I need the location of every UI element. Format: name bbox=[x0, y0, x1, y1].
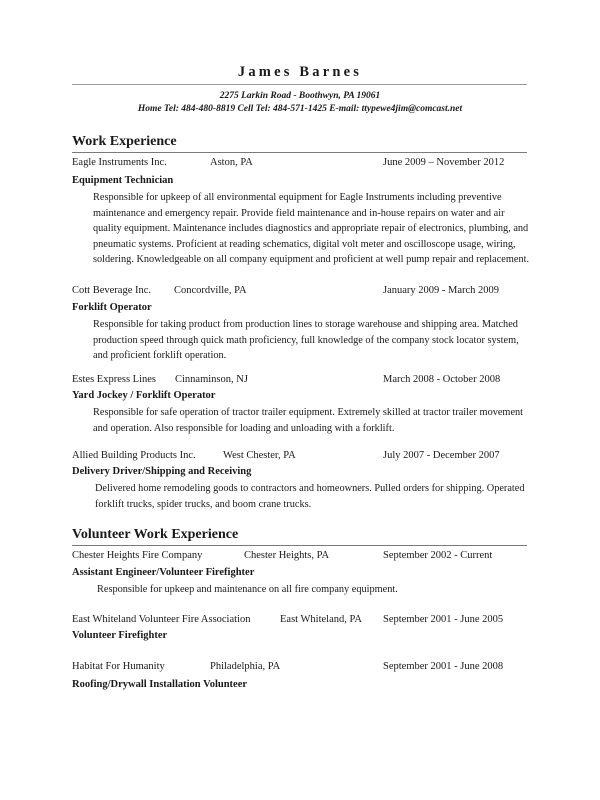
volunteer-description: Responsible for upkeep and maintenance on all fire company equipment. bbox=[97, 584, 398, 595]
job-title: Delivery Driver/Shipping and Receiving bbox=[72, 466, 252, 477]
volunteer-organization: Habitat For Humanity bbox=[72, 661, 165, 672]
job-header-line bbox=[72, 450, 532, 464]
job-location: Concordville, PA bbox=[174, 285, 247, 296]
job-description: Responsible for upkeep of all environmental equipment for Eagle Instruments including preventive maintenance and emergency repair. Provide field maintenance and in-house repairs on water and air quality equipment. Maintenance includes diagnostics and appropriate repair of electronics, plumbing, and pneumatic systems. Proficient at reading schematics, digital volt meter and oscilloscope usage, wiring, soldering. Knowledgeable on all company equipment and proficient at well pump repair and replacement. bbox=[93, 192, 530, 266]
volunteer-title: Volunteer Firefighter bbox=[72, 630, 168, 641]
job-location: Aston, PA bbox=[210, 157, 253, 168]
volunteer-header-line bbox=[72, 550, 532, 564]
job-title: Yard Jockey / Forklift Operator bbox=[72, 390, 216, 401]
work-section-divider bbox=[72, 152, 527, 153]
volunteer-dates: September 2002 - Current bbox=[383, 550, 493, 561]
job-dates: January 2009 - March 2009 bbox=[383, 285, 500, 296]
job-location: West Chester, PA bbox=[223, 450, 296, 461]
volunteer-location: Chester Heights, PA bbox=[244, 550, 330, 561]
job-location: Cinnaminson, NJ bbox=[175, 374, 248, 385]
address-line: 2275 Larkin Road - Boothwyn, PA 19061 bbox=[219, 91, 381, 101]
volunteer-location: Philadelphia, PA bbox=[210, 661, 281, 672]
volunteer-heading: Volunteer Work Experience bbox=[72, 527, 239, 542]
job-dates: June 2009 – November 2012 bbox=[383, 157, 505, 168]
volunteer-organization: East Whiteland Volunteer Fire Association bbox=[72, 614, 251, 625]
volunteer-header-line bbox=[72, 661, 532, 675]
job-header-line bbox=[72, 285, 532, 299]
volunteer-dates: September 2001 - June 2008 bbox=[383, 661, 504, 672]
volunteer-dates: September 2001 - June 2005 bbox=[383, 614, 504, 625]
job-dates: March 2008 - October 2008 bbox=[383, 374, 501, 385]
volunteer-organization: Chester Heights Fire Company bbox=[72, 550, 203, 561]
job-title: Forklift Operator bbox=[72, 302, 152, 313]
job-header-line bbox=[72, 374, 532, 388]
job-header-line bbox=[72, 157, 532, 171]
volunteer-section-divider bbox=[72, 545, 527, 546]
applicant-name: James Barnes bbox=[237, 64, 363, 80]
job-description: Responsible for taking product from production lines to storage warehouse and shipping area. Matched production speed through quick math proficiency, full knowledge of the company stock locator system, and proficient forklift operation. bbox=[93, 319, 519, 362]
volunteer-location: East Whiteland, PA bbox=[280, 614, 362, 625]
header-divider bbox=[72, 84, 527, 85]
job-dates: July 2007 - December 2007 bbox=[383, 450, 500, 461]
contact-line: Home Tel: 484-480-8819 Cell Tel: 484-571-1425 E-mail: ttypewe4jim@comcast.net bbox=[137, 104, 463, 114]
job-description: Delivered home remodeling goods to contractors and homeowners. Pulled orders for shipping. Operated forklift trucks, spider trucks, and boom crane trucks. bbox=[95, 483, 525, 510]
job-employer: Estes Express Lines bbox=[72, 374, 156, 385]
job-employer: Eagle Instruments Inc. bbox=[72, 157, 167, 168]
job-title: Equipment Technician bbox=[72, 175, 174, 186]
volunteer-title: Roofing/Drywall Installation Volunteer bbox=[72, 679, 248, 690]
job-employer: Allied Building Products Inc. bbox=[72, 450, 196, 461]
job-description: Responsible for safe operation of tractor trailer equipment. Extremely skilled at tractor trailer movement and operation. Also responsible for loading and unloading with a forklift. bbox=[93, 407, 524, 434]
job-employer: Cott Beverage Inc. bbox=[72, 285, 152, 296]
work-experience-heading: Work Experience bbox=[72, 134, 177, 149]
volunteer-title: Assistant Engineer/Volunteer Firefighter bbox=[72, 567, 255, 578]
volunteer-header-line bbox=[72, 614, 532, 628]
